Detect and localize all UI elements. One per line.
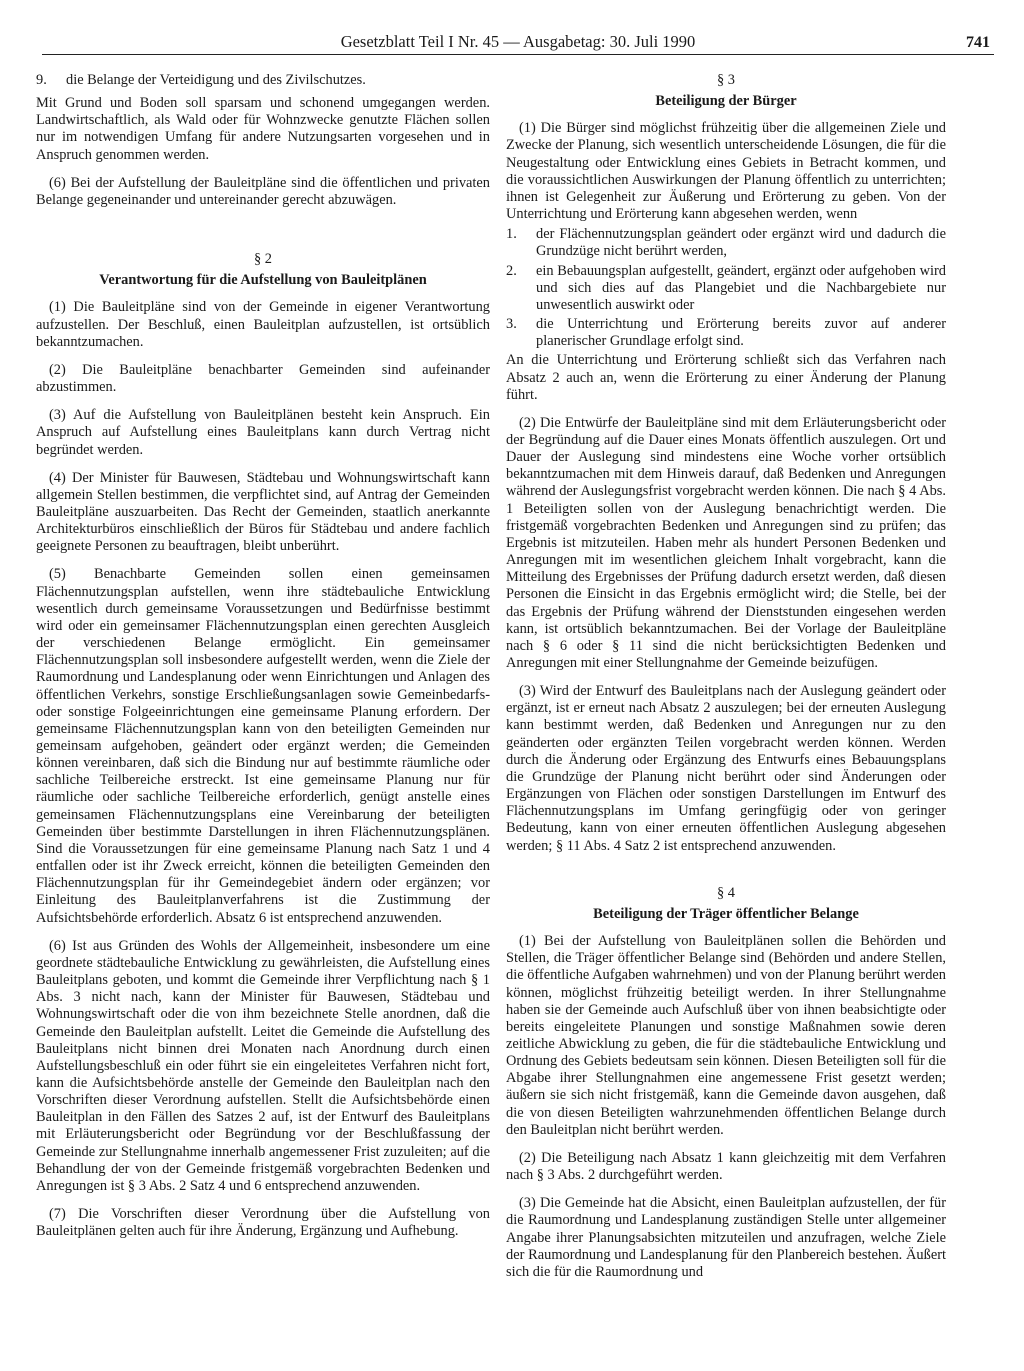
list-item xyxy=(506,263,946,314)
paragraph-2-2: (2) Die Bauleitpläne benachbarter Gemeinden sind aufeinander abzustimmen. xyxy=(36,361,490,396)
paragraph-1-6: (6) Bei der Aufstellung der Bauleitpläne sind die öffentlichen und privaten Belange gegeneinander und untereinander gerecht abzuwägen. xyxy=(36,174,490,208)
paragraph-2-3: (3) Auf die Aufstellung von Bauleitplänen besteht kein Anspruch. Ein Anspruch auf Aufstellung eines Bauleitplans kann durch Vertrag nicht begründet werden. xyxy=(36,407,490,458)
paragraph-4-3: (3) Die Gemeinde hat die Absicht, einen Bauleitplan aufzustellen, der für die Raumordnung und Landesplanung zuständigen Stelle unter allgemeiner Angabe ihrer Planungsabsichten mitzuteilen und anzufragen, welche Ziele der Raumordnung und Landesplanung für den Planbereich bestehen. Äußert sich die für die Raumordnung und xyxy=(506,1195,946,1280)
list-item xyxy=(506,316,946,350)
paragraph-2-6: (6) Ist aus Gründen des Wohls der Allgemeinheit, insbesondere um eine geordnete städtebauliche Entwicklung zu gewährleisten, die Aufstellung eines Bauleitplans geboten, und kommt die Gemeinde ihrer Verpflichtung nach § 1 Abs. 3 nicht nach, kann der Minister für Bauwesen, Städtebau und Wohnungswirtschaft oder die von ihm bezeichnete Stelle anordnen, daß die Gemeinde den Bauleitplan aufstellt. Leitet die Gemeinde die Aufstellung des Bauleitplans nicht binnen drei Monaten nach Anordnung durch einen Aufstellungsbeschluß ein oder führt sie ein eingeleitetes Verfahren nicht fort, kann die Aufsichtsbehörde anstelle der Gemeinde den Bauleitplan nach den Vorschriften dieser Verordnung aufstellen. Stellt die Aufsichtsbehörde einen Bauleitplan in den Fällen des Satzes 2 auf, ist der Entwurf des Bauleitplans mit Erläuterungsbericht oder Begründung vor der Beschlußfassung der Gemeinde zur Stellungnahme innerhalb angemessener Frist zuzuleiten; auf die Behandlung der von der Gemeinde fristgemäß vorgebrachten Bedenken und Anregungen ist § 3 Abs. 2 Satz 4 und 6 entsprechend anzuwenden. xyxy=(36,937,490,1194)
section-title-4: Beteiligung der Träger öffentlicher Belange xyxy=(593,905,859,922)
paragraph-2-7: (7) Die Vorschriften dieser Verordnung über die Aufstellung von Bauleitplänen gelten auch für ihre Änderung, Ergänzung und Aufhebung. xyxy=(36,1206,490,1240)
list-item-number: 3. xyxy=(506,316,517,333)
list-item-number: 9. xyxy=(36,72,47,88)
paragraph-4-2: (2) Die Beteiligung nach Absatz 1 kann gleichzeitig mit dem Verfahren nach § 3 Abs. 2 durchgeführt werden. xyxy=(506,1149,946,1184)
left-column xyxy=(36,72,490,1251)
header-rule xyxy=(42,54,994,55)
paragraph-3-3: (3) Wird der Entwurf des Bauleitplans nach der Auslegung geändert oder ergänzt, ist er erneut nach Absatz 2 auszulegen; bei der erneuten Auslegung kann bestimmt werden, daß Bedenken und Anregungen nur zu den geänderten oder ergänzten Teilen vorgebracht werden können. Werden durch die Änderung oder Ergänzung des Entwurfs eines Bebauungsplans die Grundzüge der Planung nicht berührt oder sind Änderungen oder Ergänzungen von Flächen oder sonstigen Darstellungen im Entwurf des Flächennutzungsplans im Umfang geringfügig oder von geringer Bedeutung, kann von einer erneuten öffentlichen Auslegung abgesehen werden; § 11 Abs. 4 Satz 2 ist entsprechend anzuwenden. xyxy=(506,683,946,854)
list-item-number: 1. xyxy=(506,226,517,243)
list-item-text: der Flächennutzungsplan geändert oder ergänzt wird und dadurch die Grundzüge nicht berührt werden, xyxy=(536,226,946,260)
section-title-3: Beteiligung der Bürger xyxy=(655,93,797,110)
paragraph-3-2: (2) Die Entwürfe der Bauleitpläne sind mit dem Erläuterungsbericht oder der Begründung auf die Dauer eines Monats öffentlich auszulegen. Ort und Dauer der Auslegung sind mindestens eine Woche vorher ortsüblich bekanntzumachen mit dem Hinweis darauf, daß Bedenken und Anregungen während der Auslegungsfrist vorgebracht werden können. Die nach § 4 Abs. 1 Beteiligten sollen von der Auslegung benachrichtigt werden. Die fristgemäß vorgebrachten Bedenken und Anregungen sind zu prüfen; das Ergebnis ist mitzuteilen. Haben mehr als hundert Personen Bedenken und Anregungen mit im wesentlichen gleichem Inhalt vorgebracht, kann die Mitteilung des Ergebnisses der Prüfung dadurch ersetzt werden, daß diesen Personen die Einsicht in das Ergebnis ermöglicht wird; die Stelle, bei der das Ergebnis der Prüfung während der Dienststunden eingesehen werden kann, ist ortsüblich bekanntzumachen. Bei der Vorlage der Bauleitpläne nach § 6 oder § 11 sind die nicht berücksichtigten Bedenken und Anregungen mit einer Stellungnahme der Gemeinde beizufügen. xyxy=(506,414,946,671)
list-item-number: 2. xyxy=(506,262,517,279)
section-number-4: § 4 xyxy=(717,884,735,901)
paragraph-4-1: (1) Bei der Aufstellung von Bauleitplänen sollen die Behörden und Stellen, die Träger öffentlicher Belange sind (Behörden und andere Stellen, die öffentliche Aufgaben wahrnehmen) und von der Planung berührt werden können, möglichst frühzeitig beteiligt werden. In ihrer Stellungnahme haben sie der Gemeinde auch Aufschluß über von ihnen beabsichtigte oder bereits eingeleitete Planungen und sonstige Maßnahmen sowie deren zeitliche Abwicklung zu geben, die für die städtebauliche Entwicklung und Ordnung des Gebiets bedeutsam sein können. Diesen Beteiligten soll für die Abgabe ihrer Stellungnahmen eine angemessene Frist gesetzt werden; äußern sie sich nicht fristgemäß, kann die Gemeinde davon ausgehen, daß die von diesen Beteiligten wahrzunehmenden öffentlichen Belange durch den Bauleitplan nicht berührt werden. xyxy=(506,933,946,1138)
paragraph-2-4: (4) Der Minister für Bauwesen, Städtebau und Wohnungswirtschaft kann allgemein Stellen bestimmen, die verpflichtet sind, auf Antrag der Gemeinden Bauleitpläne auszuarbeiten. Das Recht der Gemeinden, staatlich anerkannte Architekturbüros einschließlich der Büros für Städtebau und andere fachlich geeignete Personen zu beauftragen, bleibt unberührt. xyxy=(36,469,490,555)
paragraph-2-5: (5) Benachbarte Gemeinden sollen einen gemeinsamen Flächennutzungsplan aufstellen, wenn ihre städtebauliche Entwicklung wesentlich durch gemeinsame Voraussetzungen und Bedürfnisse bestimmt wird oder ein gemeinsamer Flächennutzungsplan einen gerechten Ausgleich der verschiedenen Belange ermöglicht. Ein gemeinsamer Flächennutzungsplan soll insbesondere aufgestellt werden, wenn die Ziele der Raumordnung und Landesplanung oder wenn Einrichtungen und Anlagen des öffentlichen Verkehrs, sonstige Erschließungsanlagen sowie Gemeinbedarfs- oder sonstige Folgeeinrichtungen eine gemeinsame Planung erfordern. Der gemeinsame Flächennutzungsplan kann von den beteiligten Gemeinden nur gemeinsam aufgehoben, geändert oder ergänzt werden; die Gemeinden können vereinbaren, daß sich die Bindung nur auf bestimmte räumliche oder sachliche Teilbereiche erstreckt. Ist eine gemeinsame Planung nur für räumliche oder sachliche Teilbereiche erforderlich, genügt anstelle eines gemeinsamen Flächennutzungsplans eine Vereinbarung der beteiligten Gemeinden über bestimmte Darstellungen in ihren Flächennutzungsplänen. Sind die Voraussetzungen für eine gemeinsame Planung nach Satz 1 und 4 entfallen oder ist ihr Zweck erreicht, können die beteiligten Gemeinden den Flächennutzungsplan für ihr Gemeindegebiet ändern oder ergänzen; vor Einleitung des Bauleitplanverfahrens ist die Zustimmung der Aufsichtsbehörde erforderlich. Absatz 6 ist entsprechend anzuwenden. xyxy=(36,566,490,926)
list-item-text: die Unterrichtung und Erörterung bereits zuvor auf anderer planerischer Grundlage erfolgt sind. xyxy=(536,316,946,350)
paragraph-boden: Mit Grund und Boden soll sparsam und schonend umgegangen werden. Landwirtschaftlich, als Wald oder für Wohnzwecke genutzte Flächen sollen nur im notwendigen Umfang für andere Nutzungsarten vorgesehen und in Anspruch genommen werden. xyxy=(36,95,490,163)
right-column xyxy=(506,72,946,1281)
page-header xyxy=(42,32,994,54)
paragraph-3-1: (1) Die Bürger sind möglichst frühzeitig über die allgemeinen Ziele und Zwecke der Planung, sich wesentlich unterscheidende Lösungen, die für die Neugestaltung oder Entwicklung eines Gebiets in Betracht kommen, und die voraussichtlichen Auswirkungen der Planung öffentlich zu unterrichten; ihnen ist Gelegenheit zur Äußerung und Erörterung zu geben. Von der Unterrichtung und Erörterung kann abgesehen werden, wenn xyxy=(506,120,946,223)
section-title-2: Verantwortung für die Aufstellung von Bauleitplänen xyxy=(99,272,427,289)
section-number-2: § 2 xyxy=(254,251,272,268)
list-item xyxy=(506,226,946,260)
list-item-text: ein Bebauungsplan aufgestellt, geändert, ergänzt oder aufgehoben wird und sich dies auf das Plangebiet und die Nachbargebiete nur unwesentlich auswirkt oder xyxy=(536,262,946,313)
list-item-text: die Belange der Verteidigung und des Zivilschutzes. xyxy=(66,72,366,88)
paragraph-2-1: (1) Die Bauleitpläne sind von der Gemeinde in eigener Verantwortung aufzustellen. Der Beschluß, einen Bauleitplan aufzustellen, ist ortsüblich bekanntzumachen. xyxy=(36,299,490,350)
section-number-3: § 3 xyxy=(717,72,735,88)
page-number: 741 xyxy=(966,34,990,51)
list-item-9 xyxy=(36,72,490,89)
gazette-title: Gesetzblatt Teil I Nr. 45 — Ausgabetag: 30. Juli 1990 xyxy=(340,32,696,51)
paragraph-3-1-continued: An die Unterrichtung und Erörterung schließt sich das Verfahren nach Absatz 2 auch an, wenn die Erörterung zu einer Änderung der Planung führt. xyxy=(506,352,946,403)
